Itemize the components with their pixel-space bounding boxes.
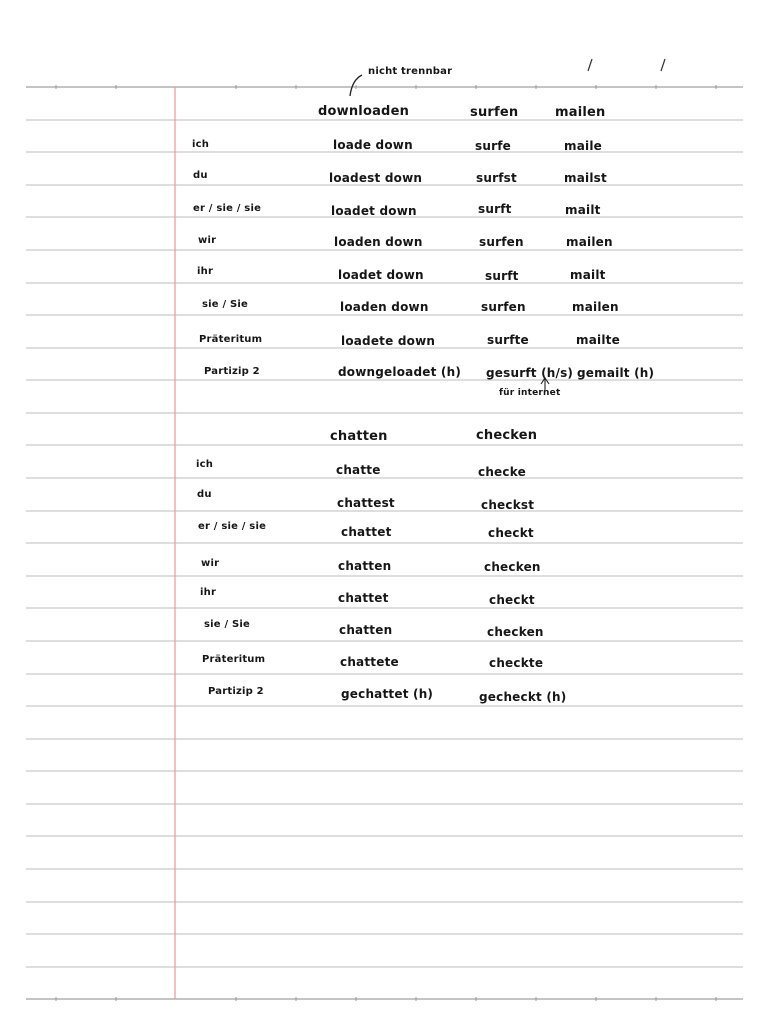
table1-row-ihr-surfen: surft [485,269,519,283]
annotation-fuer-internet: für internet [499,388,561,398]
table1-row-wir-mailen: mailen [566,235,613,249]
table1-row-partizip-mailen: gemailt (h) [577,366,655,380]
table1-row-ich-mailen: maile [564,139,602,153]
table2-row-er-chatten: chattet [341,525,392,539]
table1-row-praeteritum-label: Präteritum [199,334,263,345]
table1-row-wir-label: wir [198,235,217,246]
table1-row-ihr-mailen: mailt [570,268,606,282]
table2-header-checken: checken [476,428,538,443]
table1-header-surfen: surfen [470,105,519,120]
rule-lines [26,87,743,999]
table2-row-sie-checken: checken [487,625,544,639]
table1-row-partizip-downloaden: downgeloadet (h) [338,365,462,379]
slash-mark-1 [588,59,592,71]
table1-row-partizip-label: Partizip 2 [204,366,260,377]
table1-row-er-mailen: mailt [565,203,601,217]
table1-row-du-downloaden: loadest down [329,171,423,185]
table1-row-praeteritum-downloaden: loadete down [341,334,436,348]
table2-row-partizip-checken: gecheckt (h) [479,690,567,704]
table1-row-praeteritum-surfen: surfte [487,333,529,347]
table2-row-praeteritum-label: Präteritum [202,654,266,665]
table2-row-du-label: du [197,489,212,500]
table1-row-sie-label: sie / Sie [202,299,248,310]
table1-row-du-label: du [193,170,208,181]
table2-row-ich-checken: checke [478,465,526,479]
table1-row-praeteritum-mailen: mailte [576,333,620,347]
table1-row-sie-mailen: mailen [572,300,619,314]
annotation-nicht-trennbar: nicht trennbar [368,66,453,77]
table1-row-wir-downloaden: loaden down [334,235,423,249]
table2-row-wir-label: wir [201,558,220,569]
table1-row-er-surfen: surft [478,202,512,216]
table2-row-wir-checken: checken [484,560,541,574]
table1-row-er-downloaden: loadet down [331,204,417,218]
table2-row-er-checken: checkt [488,526,534,540]
table1-header-downloaden: downloaden [318,104,410,119]
table2-row-praeteritum-checken: checkte [489,656,544,670]
table1-row-wir-surfen: surfen [479,235,524,249]
table2-row-praeteritum-chatten: chattete [340,655,399,669]
table1-row-du-surfen: surfst [476,171,517,185]
table1-row-du-mailen: mailst [564,171,607,185]
table1-row-ihr-downloaden: loadet down [338,268,424,282]
table2-row-sie-chatten: chatten [339,623,393,637]
table1-row-partizip-surfen: gesurft (h/s) [486,366,574,380]
table1-row-ich-downloaden: loade down [333,138,413,152]
table1-row-sie-surfen: surfen [481,300,526,314]
table1-row-ich-label: ich [192,139,210,150]
table2-row-er-label: er / sie / sie [198,521,267,532]
table2-row-partizip-label: Partizip 2 [208,686,264,697]
table1-row-sie-downloaden: loaden down [340,300,429,314]
table2-row-ihr-label: ihr [200,587,217,598]
table1-header-mailen: mailen [555,105,606,120]
table2-row-ich-label: ich [196,459,214,470]
table2-row-du-chatten: chattest [337,496,395,510]
table2-row-ich-chatten: chatte [336,463,381,477]
table2-row-partizip-chatten: gechattet (h) [341,687,434,701]
table1-row-er-label: er / sie / sie [193,203,262,214]
table1-row-ich-surfen: surfe [475,139,511,153]
table1-row-ihr-label: ihr [197,266,214,277]
table2-row-ihr-checken: checkt [489,593,535,607]
table2-row-du-checken: checkst [481,498,535,512]
slash-mark-2 [661,59,665,71]
table2-header-chatten: chatten [330,429,388,444]
table2-row-wir-chatten: chatten [338,559,392,573]
table2-row-ihr-chatten: chattet [338,591,389,605]
table2-row-sie-label: sie / Sie [204,619,250,630]
